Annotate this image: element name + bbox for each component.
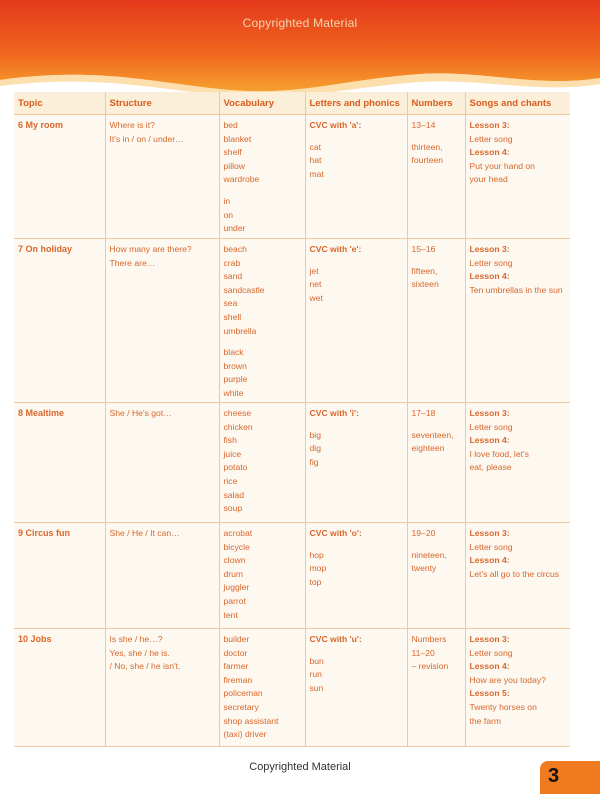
numbers-word: fourteen xyxy=(411,155,444,166)
phonics-word: hop xyxy=(309,549,324,560)
syllabus-table xyxy=(14,92,570,747)
copyright-watermark: Copyrighted Material xyxy=(242,16,358,30)
vocabulary-word: umbrella xyxy=(223,325,257,336)
song-title: your head xyxy=(469,174,508,185)
vocabulary-word: salad xyxy=(223,489,245,500)
song-title: How are you today? xyxy=(469,674,546,685)
structure-line: Yes, she / he is. xyxy=(109,647,170,658)
vocabulary-word: clown xyxy=(223,555,246,566)
vocabulary-word: cheese xyxy=(223,408,252,418)
topic-cell xyxy=(14,629,105,747)
phonics-word: dig xyxy=(309,443,321,454)
phonics-cell xyxy=(305,239,407,403)
numbers-range: 19–20 xyxy=(411,528,436,538)
song-title: Letter song xyxy=(469,647,513,658)
numbers-range: 13–14 xyxy=(411,120,436,130)
phonics-word: fig xyxy=(309,456,319,467)
phonics-cell xyxy=(305,629,407,747)
song-title: Let's all go to the circus xyxy=(469,568,560,579)
table-row xyxy=(14,629,570,747)
phonics-word: wet xyxy=(309,292,323,303)
structure-cell xyxy=(105,403,219,523)
vocabulary-word: (taxi) driver xyxy=(223,729,267,740)
numbers-word: thirteen, xyxy=(411,141,443,152)
phonics-word: mop xyxy=(309,563,327,574)
vocabulary-cell xyxy=(219,239,305,403)
song-title: the farm xyxy=(469,715,502,726)
structure-line: She / He's got… xyxy=(109,408,172,418)
vocabulary-word: beach xyxy=(223,244,247,254)
column-header: Songs and chants xyxy=(465,92,570,115)
song-title: Put your hand on xyxy=(469,160,535,171)
structure-cell xyxy=(105,239,219,403)
numbers-word: eighteen xyxy=(411,443,445,454)
structure-line: / No, she / he isn't. xyxy=(109,661,181,672)
structure-line: There are… xyxy=(109,257,156,268)
lesson-label: Lesson 3: xyxy=(469,634,510,644)
phonics-title: CVC with 'o': xyxy=(309,528,362,538)
lesson-label: Lesson 3: xyxy=(469,528,510,538)
vocabulary-word: chicken xyxy=(223,421,253,432)
table-row xyxy=(14,115,570,239)
vocabulary-word: purple xyxy=(223,374,248,385)
header-banner xyxy=(0,0,600,100)
numbers-range: 17–18 xyxy=(411,408,436,418)
songs-cell xyxy=(465,403,570,523)
topic-label: 6 My room xyxy=(18,120,64,130)
lesson-label: Lesson 4: xyxy=(469,661,510,672)
column-header: Structure xyxy=(105,92,219,115)
vocabulary-word: in xyxy=(223,195,231,206)
vocabulary-word: acrobat xyxy=(223,528,253,538)
vocabulary-word: bed xyxy=(223,120,238,130)
structure-cell xyxy=(105,629,219,747)
numbers-cell xyxy=(407,239,465,403)
vocabulary-word: policeman xyxy=(223,688,263,699)
songs-cell xyxy=(465,629,570,747)
phonics-word: cat xyxy=(309,141,321,152)
song-title: Twenty horses on xyxy=(469,701,537,712)
column-header: Vocabulary xyxy=(219,92,305,115)
numbers-word: seventeen, xyxy=(411,429,454,440)
songs-cell xyxy=(465,115,570,239)
column-header: Numbers xyxy=(407,92,465,115)
vocabulary-word: drum xyxy=(223,568,244,579)
numbers-cell xyxy=(407,523,465,629)
topic-cell xyxy=(14,239,105,403)
song-title: Letter song xyxy=(469,421,513,432)
vocabulary-cell xyxy=(219,629,305,747)
songs-cell xyxy=(465,523,570,629)
topic-label: 10 Jobs xyxy=(18,634,52,644)
phonics-word: jet xyxy=(309,265,319,276)
numbers-word: twenty xyxy=(411,563,437,574)
vocabulary-word: fireman xyxy=(223,674,253,685)
phonics-word: net xyxy=(309,279,322,290)
topic-label: 7 On holiday xyxy=(18,244,73,254)
vocabulary-word: white xyxy=(223,387,244,398)
lesson-label: Lesson 4: xyxy=(469,555,510,566)
vocabulary-word: black xyxy=(223,347,244,358)
numbers-word: fifteen, xyxy=(411,265,438,276)
vocabulary-cell xyxy=(219,115,305,239)
vocabulary-cell xyxy=(219,523,305,629)
table-header-row xyxy=(14,92,570,115)
songs-cell xyxy=(465,239,570,403)
topic-cell xyxy=(14,115,105,239)
lesson-label: Lesson 4: xyxy=(469,435,510,446)
lesson-label: Lesson 3: xyxy=(469,120,510,130)
structure-cell xyxy=(105,115,219,239)
vocabulary-word: juice xyxy=(223,448,242,459)
lesson-label: Lesson 3: xyxy=(469,244,510,254)
column-header: Topic xyxy=(14,92,105,115)
vocabulary-cell xyxy=(219,403,305,523)
lesson-label: Lesson 5: xyxy=(469,688,510,699)
vocabulary-word: builder xyxy=(223,634,250,644)
numbers-word: nineteen, xyxy=(411,549,447,560)
numbers-word: sixteen xyxy=(411,279,439,290)
structure-cell xyxy=(105,523,219,629)
column-header: Letters and phonics xyxy=(305,92,407,115)
numbers-cell xyxy=(407,629,465,747)
phonics-word: run xyxy=(309,669,322,680)
vocabulary-word: sand xyxy=(223,271,243,282)
phonics-title: CVC with 'a': xyxy=(309,120,362,130)
structure-line: Where is it? xyxy=(109,120,155,130)
page-number: 3 xyxy=(548,765,560,787)
song-title: Letter song xyxy=(469,541,513,552)
vocabulary-word: tent xyxy=(223,609,238,620)
phonics-word: big xyxy=(309,429,321,440)
vocabulary-word: sea xyxy=(223,298,238,309)
footer-copyright: Copyrighted Material xyxy=(249,761,351,773)
table-row xyxy=(14,403,570,523)
structure-line: She / He / It can… xyxy=(109,528,180,538)
structure-line: Is she / he…? xyxy=(109,634,163,644)
vocabulary-word: potato xyxy=(223,462,248,473)
phonics-title: CVC with 'u': xyxy=(309,634,362,644)
phonics-word: top xyxy=(309,576,322,587)
vocabulary-word: pillow xyxy=(223,160,245,171)
vocabulary-word: secretary xyxy=(223,701,259,712)
numbers-cell xyxy=(407,115,465,239)
numbers-range: 15–16 xyxy=(411,244,436,254)
phonics-cell xyxy=(305,403,407,523)
lesson-label: Lesson 3: xyxy=(469,408,510,418)
lesson-label: Lesson 4: xyxy=(469,147,510,158)
vocabulary-word: crab xyxy=(223,257,241,268)
vocabulary-word: fish xyxy=(223,435,237,446)
vocabulary-word: blanket xyxy=(223,133,252,144)
topic-cell xyxy=(14,403,105,523)
numbers-range: – revision xyxy=(411,661,449,672)
vocabulary-word: parrot xyxy=(223,595,246,606)
vocabulary-word: shelf xyxy=(223,147,242,158)
vocabulary-word: doctor xyxy=(223,647,248,658)
vocabulary-word: soup xyxy=(223,503,243,514)
vocabulary-word: rice xyxy=(223,475,238,486)
vocabulary-word: juggler xyxy=(223,582,250,593)
vocabulary-word: under xyxy=(223,223,246,234)
song-title: Letter song xyxy=(469,257,513,268)
vocabulary-word: shell xyxy=(223,311,242,322)
vocabulary-word: brown xyxy=(223,360,247,371)
song-title: Ten umbrellas in the sun xyxy=(469,284,563,295)
phonics-cell xyxy=(305,523,407,629)
numbers-range: 11–20 xyxy=(411,647,435,658)
vocabulary-word: sandcastle xyxy=(223,284,265,295)
phonics-word: sun xyxy=(309,682,324,693)
vocabulary-word: shop assistant xyxy=(223,715,279,726)
structure-line: How many are there? xyxy=(109,244,192,254)
vocabulary-word: bicycle xyxy=(223,541,250,552)
phonics-title: CVC with 'i': xyxy=(309,408,359,418)
vocabulary-word: farmer xyxy=(223,661,249,672)
topic-label: 9 Circus fun xyxy=(18,528,71,538)
topic-cell xyxy=(14,523,105,629)
lesson-label: Lesson 4: xyxy=(469,271,510,282)
table-row xyxy=(14,523,570,629)
phonics-word: hat xyxy=(309,155,322,166)
numbers-range: Numbers xyxy=(411,634,447,644)
syllabus-table-container xyxy=(14,92,570,747)
topic-label: 8 Mealtime xyxy=(18,408,65,418)
song-title: eat, please xyxy=(469,462,512,473)
phonics-word: mat xyxy=(309,168,324,179)
phonics-cell xyxy=(305,115,407,239)
phonics-title: CVC with 'e': xyxy=(309,244,362,254)
phonics-word: bun xyxy=(309,655,324,666)
vocabulary-word: on xyxy=(223,209,234,220)
structure-line: It's in / on / under… xyxy=(109,133,184,144)
vocabulary-word: wardrobe xyxy=(223,174,260,185)
song-title: Letter song xyxy=(469,133,513,144)
table-row xyxy=(14,239,570,403)
song-title: I love food, let's xyxy=(469,448,529,459)
numbers-cell xyxy=(407,403,465,523)
